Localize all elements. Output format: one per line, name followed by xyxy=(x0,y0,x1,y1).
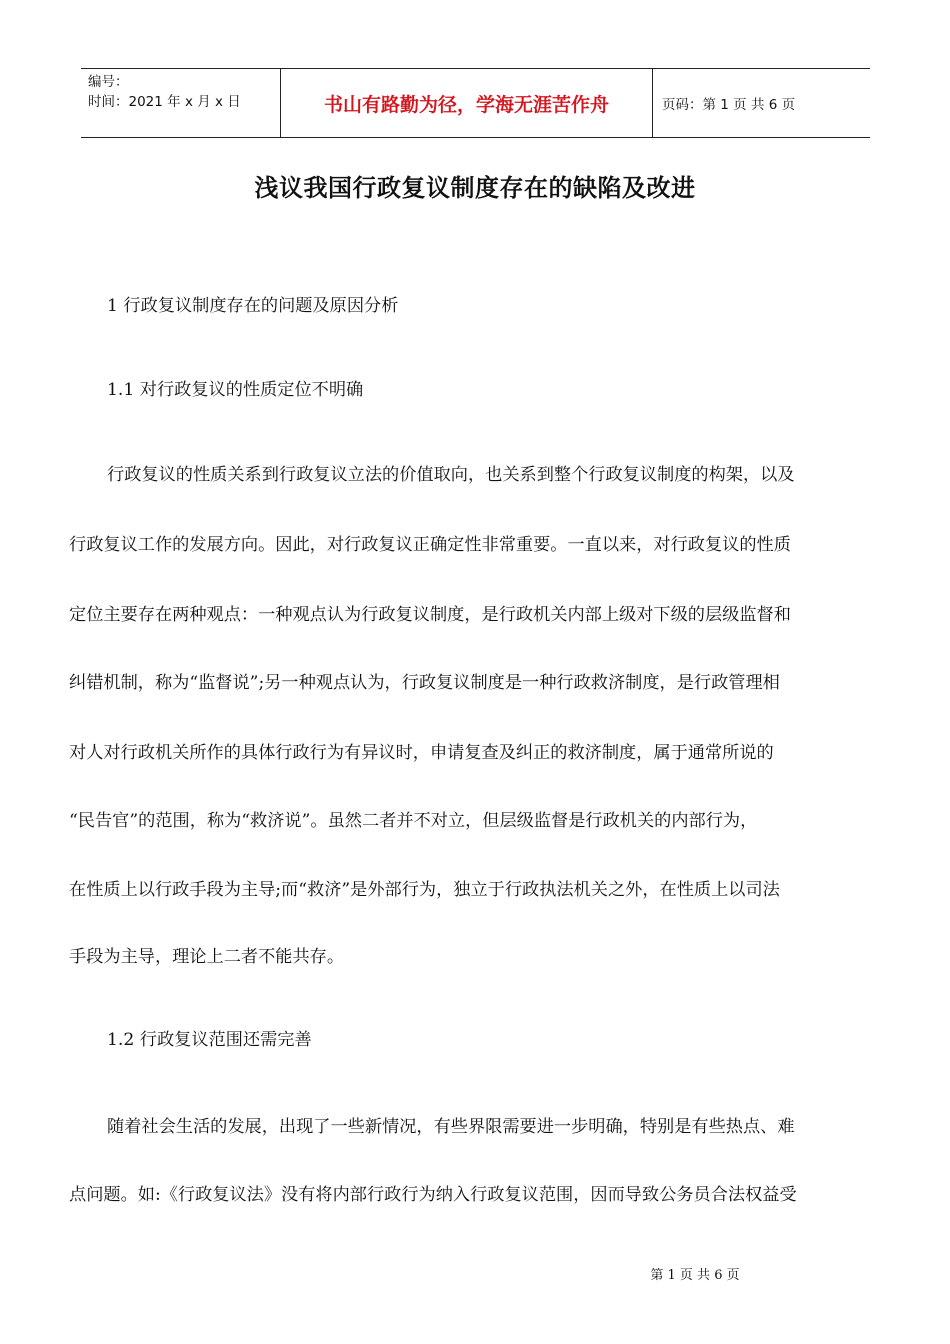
header-page-label: 页码：第 1 页 共 6 页 xyxy=(662,97,796,113)
section-heading-1: 1 行政复议制度存在的问题及原因分析 xyxy=(107,296,399,316)
header-meta xyxy=(81,69,281,137)
paragraph-line: 纠错机制，称为“监督说”;另一种观点认为，行政复议制度是一种行政救济制度，是行政管理相 xyxy=(69,673,780,693)
paragraph-line: 行政复议的性质关系到行政复议立法的价值取向，也关系到整个行政复议制度的构架，以及 xyxy=(107,465,795,485)
section-heading-1-1: 1.1 对行政复议的性质定位不明确 xyxy=(107,380,364,400)
section-heading-1-2: 1.2 行政复议范围还需完善 xyxy=(107,1030,312,1050)
paragraph-line: 对人对行政机关所作的具体行政行为有异议时，申请复查及纠正的救济制度，属于通常所说的 xyxy=(69,743,774,763)
paragraph-line: 行政复议工作的发展方向。因此，对行政复议正确定性非常重要。一直以来，对行政复议的性质 xyxy=(69,535,791,555)
time-label: 时间：2021 年 x 月 x 日 xyxy=(88,94,241,110)
number-label: 编号： xyxy=(88,74,129,90)
paragraph-line: 定位主要存在两种观点：一种观点认为行政复议制度，是行政机关内部上级对下级的层级监督和 xyxy=(69,605,791,625)
header-motto: 书山有路勤为径，学海无涯苦作舟 xyxy=(281,69,653,137)
paragraph-line: 随着社会生活的发展，出现了一些新情况，有些界限需要进一步明确，特别是有些热点、难 xyxy=(107,1117,795,1137)
paragraph-line: 手段为主导，理论上二者不能共存。 xyxy=(69,947,345,967)
document-title: 浅议我国行政复议制度存在的缺陷及改进 xyxy=(254,174,696,202)
paragraph-line: 在性质上以行政手段为主导;而“救济”是外部行为，独立于行政执法机关之外，在性质上以司法 xyxy=(69,880,780,900)
paragraph-line: “民告官”的范围，称为“救济说”。虽然二者并不对立，但层级监督是行政机关的内部行为， xyxy=(69,811,758,831)
page-header xyxy=(81,68,870,138)
paragraph-line: 点问题。如:《行政复议法》没有将内部行政行为纳入行政复议范围，因而导致公务员合法权益受 xyxy=(69,1185,797,1205)
page-footer: 第 1 页 共 6 页 xyxy=(650,1268,740,1283)
